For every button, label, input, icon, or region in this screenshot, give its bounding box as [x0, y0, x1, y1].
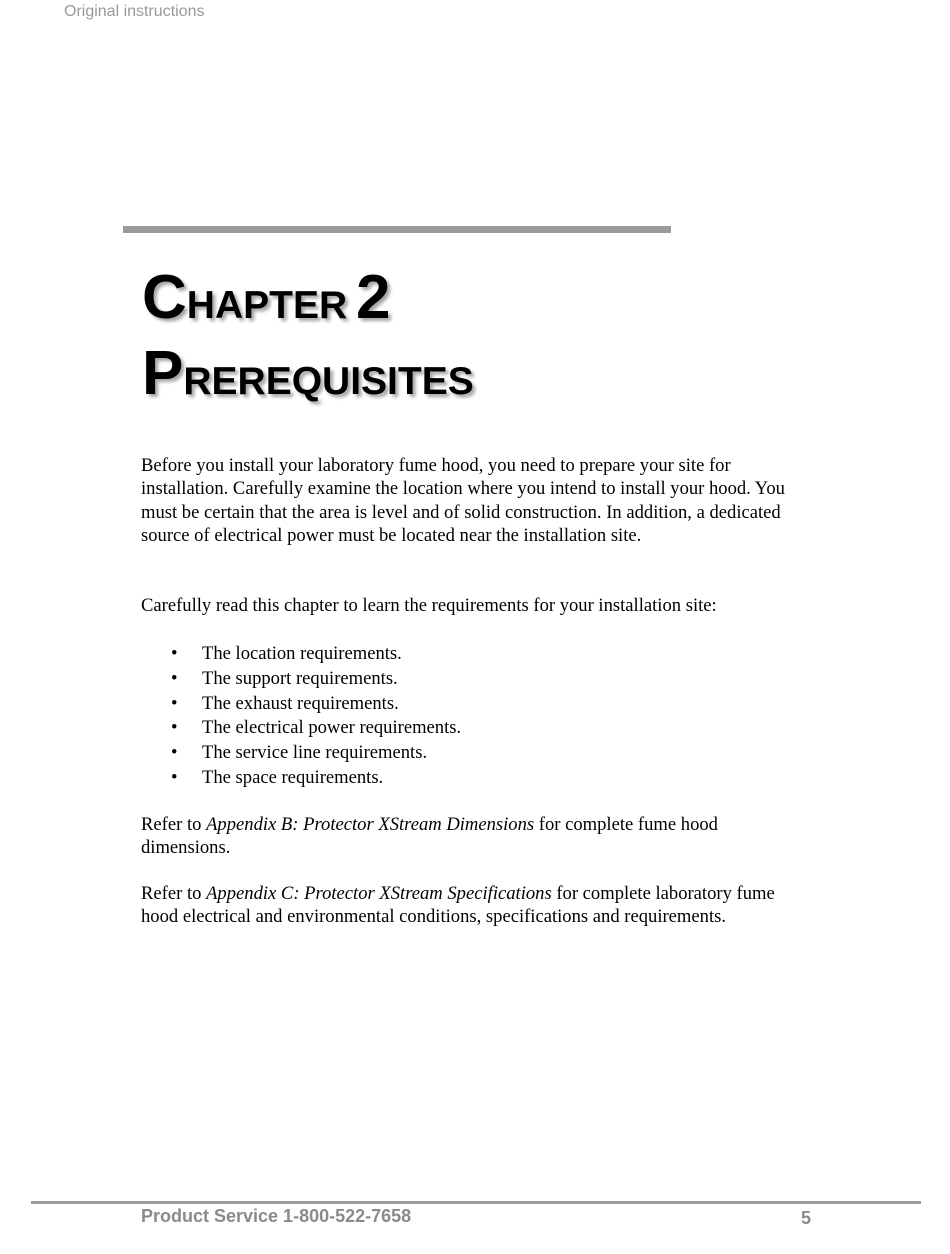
appendix-b-reference	[141, 813, 801, 860]
list-intro: Carefully read this chapter to learn the requirements for your installation site:	[141, 595, 717, 616]
refer-prefix: Refer to	[141, 814, 207, 835]
appendix-c-title: Appendix C: Protector XStream Specifications	[206, 883, 552, 904]
intro-paragraph: Before you install your laboratory fume hood, you need to prepare your site for installation. Carefully examine the location where you intend to install your hood. You must be certain that the area is level and of solid construction. In addition, a dedicated source of electrical power must be located near the installation site.	[141, 455, 785, 547]
bullet-icon: •	[171, 692, 178, 714]
list-item	[141, 766, 801, 791]
refer-suffix: for complete laboratory fume hood electrical and environmental conditions, specifications and requirements.	[141, 883, 775, 928]
list-item-text: The electrical power requirements.	[202, 717, 462, 739]
chapter-title-rest: REREQUISITES	[183, 360, 474, 403]
chapter-title	[142, 338, 474, 409]
footer-service-line: Product Service 1-800-522-7658	[141, 1206, 412, 1226]
refer-prefix: Refer to	[141, 883, 207, 904]
page-number: 5	[801, 1208, 812, 1228]
chapter-rule	[123, 226, 671, 233]
list-item	[141, 667, 801, 692]
bullet-icon: •	[171, 643, 178, 664]
chapter-heading	[142, 262, 391, 333]
list-item	[141, 716, 801, 741]
chapter-title-initial: P	[142, 339, 184, 408]
list-item-text: The location requirements.	[202, 643, 402, 664]
bullet-icon: •	[171, 742, 178, 764]
list-item-text: The service line requirements.	[202, 742, 428, 764]
bullet-icon: •	[171, 667, 178, 689]
list-item-text: The space requirements.	[202, 766, 384, 788]
list-item-text: The support requirements.	[202, 667, 398, 689]
list-item	[141, 692, 801, 717]
footer-rule	[31, 1201, 921, 1204]
list-item	[141, 642, 801, 667]
chapter-number: 2	[356, 263, 391, 332]
header-note: Original instructions	[64, 3, 205, 20]
list-item	[141, 741, 801, 766]
appendix-b-title: Appendix B: Protector XStream Dimensions	[206, 814, 535, 835]
list-item-text: The exhaust requirements.	[202, 692, 399, 714]
requirements-list	[141, 642, 801, 791]
chapter-word-rest: HAPTER	[186, 284, 348, 327]
appendix-c-reference	[141, 882, 801, 929]
bullet-icon: •	[171, 766, 178, 788]
refer-suffix: for complete fume hood dimensions.	[141, 814, 718, 859]
chapter-word-initial: C	[142, 263, 187, 332]
bullet-icon: •	[171, 717, 178, 739]
